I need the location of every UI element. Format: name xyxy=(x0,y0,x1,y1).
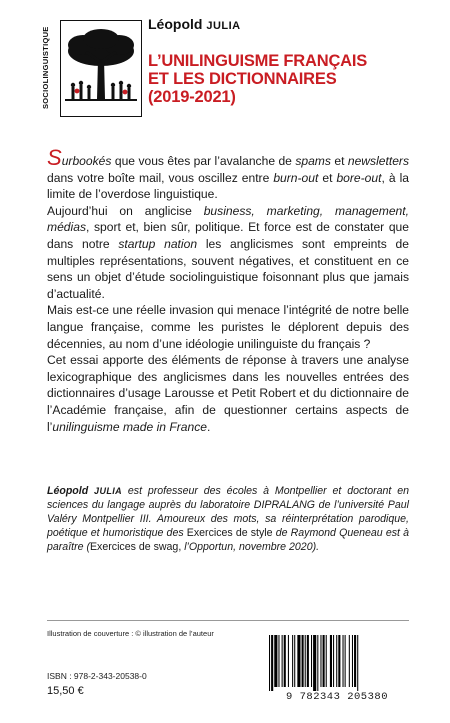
cover-credit: Illustration de couverture : © illustration de l’auteur xyxy=(47,629,214,638)
barcode-bar xyxy=(338,635,340,687)
author-first-name: Léopold xyxy=(148,16,203,32)
blurb-paragraph-3: Mais est-ce une réelle invasion qui menace l’intégrité de notre belle langue française, comme les puristes le déplorent depuis des décennies, au nom d’une idéologie unilinguiste du français ? xyxy=(47,303,409,351)
barcode-bar xyxy=(354,635,356,687)
barcode-bar xyxy=(294,635,295,687)
barcode xyxy=(262,635,412,705)
title-line-2: ET LES DICTIONNAIRES xyxy=(148,70,337,88)
price: 15,50 € xyxy=(47,685,84,697)
barcode-bar xyxy=(288,635,289,687)
barcode-bar xyxy=(317,635,318,691)
barcode-bars xyxy=(267,635,407,691)
drop-cap: S xyxy=(47,145,62,170)
barcode-bar xyxy=(269,635,270,691)
barcode-bar xyxy=(357,635,358,691)
author-last-name: JULIA xyxy=(206,20,241,32)
barcode-bar xyxy=(352,635,353,687)
title-line-3: (2019-2021) xyxy=(148,88,236,106)
barcode-bar xyxy=(307,635,309,687)
blurb-paragraph-4: Cet essai apporte des éléments de réponse à travers une analyse lexicographique des anglicismes dans les nouvelles entrées des dictionnaires d’usage Larousse et Petit Robert et du dictionnaire de l’Académie française, afin de questionner certains aspects de l’unilinguisme made in France. xyxy=(47,353,409,434)
barcode-bar xyxy=(305,635,306,687)
barcode-bar xyxy=(311,635,312,687)
blurb-paragraph-1: Surbookés que vous êtes par l’avalanche de spams et newsletters dans votre boîte mail, vous oscillez entre burn-out et bore-out, à la limite de l’overdose linguistique. xyxy=(47,145,410,202)
series-logo xyxy=(60,20,142,117)
barcode-bar xyxy=(336,635,337,687)
barcode-bar xyxy=(326,635,327,687)
barcode-bar xyxy=(320,635,321,687)
barcode-bar xyxy=(297,635,300,687)
barcode-bar xyxy=(274,635,277,687)
author-bio: Léopold JULIA est professeur des écoles à Montpellier et doctorant en sciences du langage auprès du laboratoire DIPRALANG de l’université Paul Valéry Montpellier III. Amoureux des mots, sa réinterprétation parodique, poétique et humoristique des Exercices de style de Raymond Queneau est à paraître (Exercices de swag, l’Opportun, novembre 2020). xyxy=(47,485,409,553)
blurb-paragraph-2: Aujourd’hui on anglicise business, marketing, management, médias, sport et, bien sûr, politique. Et force est de constater que dans notre startup nation les anglicismes sont empreints de multiples représentations, souvent négatives, et constituent en ce sens un objet d’étude sociolinguistique foisonnant plus que jamais d’actualité. xyxy=(47,203,409,301)
barcode-bar xyxy=(313,635,316,691)
barcode-bar xyxy=(282,635,283,687)
author-name xyxy=(148,16,241,32)
series-label: SOCIOLINGUISTIQUE xyxy=(41,26,50,109)
barcode-bar xyxy=(278,635,279,687)
barcode-bar xyxy=(284,635,286,687)
barcode-number: 9 782343 205380 xyxy=(285,691,388,703)
barcode-bar xyxy=(345,635,346,687)
barcode-bar xyxy=(349,635,350,687)
title-line-1: L’UNILINGUISME FRANÇAIS xyxy=(148,52,368,70)
barcode-bar xyxy=(323,635,325,687)
tree-with-people-icon xyxy=(61,21,141,116)
isbn: ISBN : 978-2-343-20538-0 xyxy=(47,671,147,681)
barcode-bar xyxy=(271,635,273,691)
barcode-bar xyxy=(302,635,304,687)
barcode-bar xyxy=(292,635,293,687)
book-title xyxy=(148,52,428,106)
barcode-bar xyxy=(333,635,334,687)
divider xyxy=(47,620,409,621)
barcode-bar xyxy=(330,635,332,687)
blurb xyxy=(47,145,410,435)
barcode-bar xyxy=(343,635,344,687)
